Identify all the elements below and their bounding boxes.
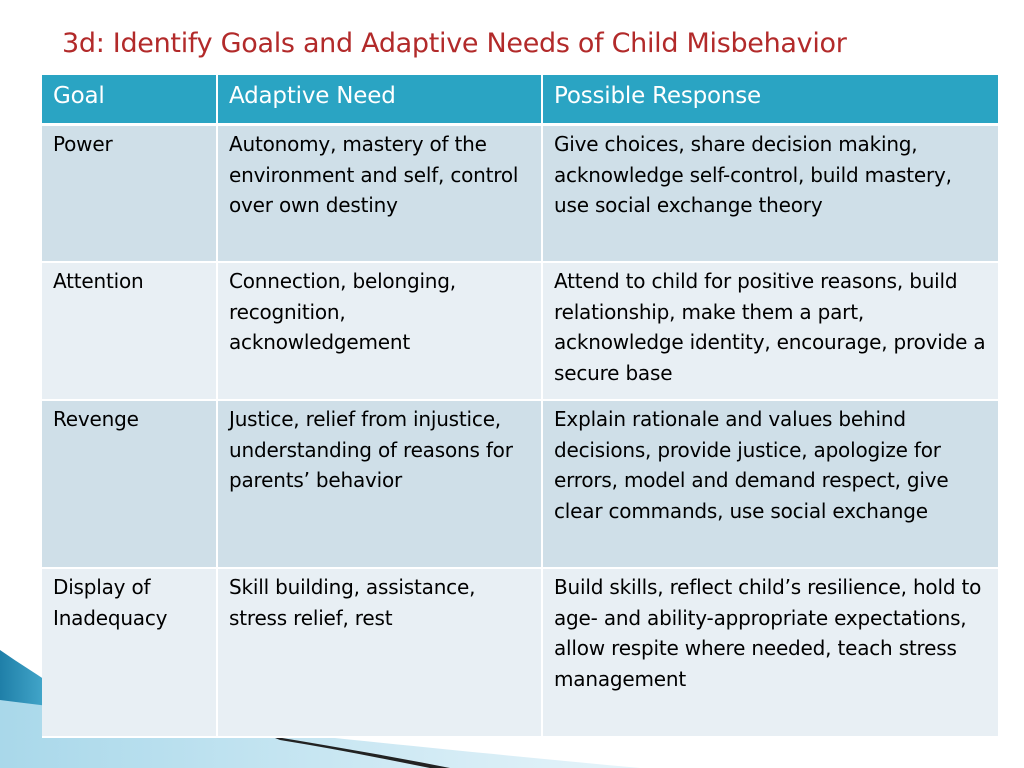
adaptive-need-cell: Skill building, assistance, stress relief, rest bbox=[217, 568, 542, 737]
goal-cell: Power bbox=[42, 125, 217, 263]
table-row bbox=[42, 568, 998, 737]
adaptive-need-cell: Justice, relief from injustice, understanding of reasons for parents’ behavior bbox=[217, 400, 542, 568]
possible-response-cell: Build skills, reflect child’s resilience, hold to age- and ability-appropriate expectations, allow respite where needed, teach stress management bbox=[542, 568, 998, 737]
possible-response-cell: Explain rationale and values behind decisions, provide justice, apologize for errors, model and demand respect, give clear commands, use social exchange bbox=[542, 400, 998, 568]
goal-cell: Display of Inadequacy bbox=[42, 568, 217, 737]
adaptive-need-cell: Connection, belonging, recognition, acknowledgement bbox=[217, 262, 542, 400]
possible-response-cell: Give choices, share decision making, acknowledge self-control, build mastery, use social exchange theory bbox=[542, 125, 998, 263]
goal-cell: Attention bbox=[42, 262, 217, 400]
possible-response-cell: Attend to child for positive reasons, build relationship, make them a part, acknowledge identity, encourage, provide a secure base bbox=[542, 262, 998, 400]
adaptive-need-cell: Autonomy, mastery of the environment and self, control over own destiny bbox=[217, 125, 542, 263]
header-possible-response: Possible Response bbox=[542, 75, 998, 125]
goal-cell: Revenge bbox=[42, 400, 217, 568]
slide-title: 3d: Identify Goals and Adaptive Needs of Child Misbehavior bbox=[62, 28, 847, 59]
table-row bbox=[42, 125, 998, 263]
header-adaptive-need: Adaptive Need bbox=[217, 75, 542, 125]
table-row bbox=[42, 400, 998, 568]
goals-table bbox=[42, 75, 998, 738]
header-goal: Goal bbox=[42, 75, 217, 125]
table-row bbox=[42, 262, 998, 400]
table-header-row bbox=[42, 75, 998, 125]
